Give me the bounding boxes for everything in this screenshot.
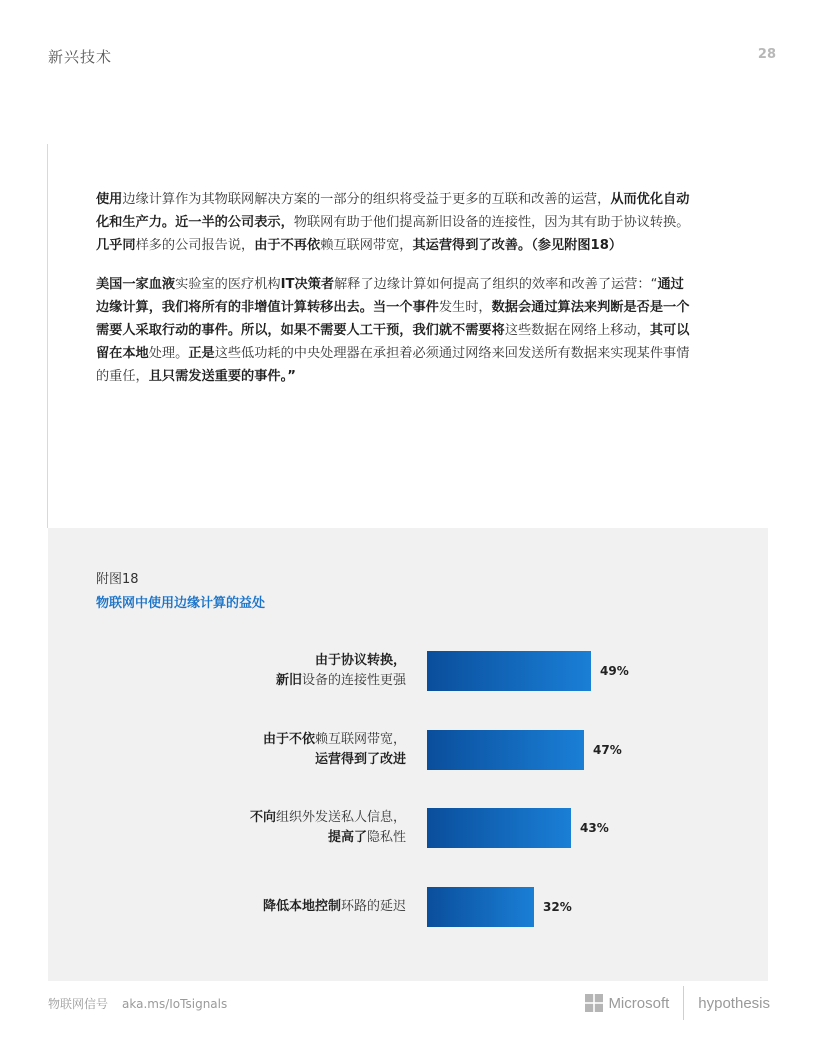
bar-label-line2-rest: 隐私性 <box>366 830 406 845</box>
p1-s3: 从而优化自动化和生产力。近一半的公司表示， <box>96 192 690 230</box>
p1-s1: 使用 <box>96 192 123 207</box>
footer-label: 物联网信号 <box>48 997 109 1011</box>
bar-row <box>48 730 768 770</box>
p2-s11: 正是 <box>188 346 215 361</box>
p1-s7: 由于不再依 <box>254 238 321 253</box>
bar-label-line1-bold: 降低本地控制 <box>262 899 341 914</box>
p1-s6: 样多的公司报告说， <box>135 238 255 253</box>
bar-value-label: 32% <box>543 900 572 914</box>
p1-s4: 物联网有助于他们提高新旧设备的连接性，因为其有助于协议转换。 <box>293 215 690 230</box>
footer-right <box>585 986 770 1020</box>
bar-label <box>250 808 406 848</box>
figure-title: 物联网中使用边缘计算的益处 <box>96 596 266 611</box>
p2-s13: 且只需发送重要的事件。” <box>148 369 296 384</box>
p2-s12: 这些低功耗的中央处理器在承担着必须通过网络来回发送所有数据来实现某件事情的重任， <box>96 346 690 384</box>
microsoft-squares-icon <box>585 994 603 1012</box>
bar-row <box>48 887 768 927</box>
bar-label <box>263 730 406 770</box>
p1-s8: 赖互联网带宽， <box>320 238 413 253</box>
p2-s3: IT决策者 <box>280 277 335 292</box>
bar-label-line1-bold: 由于协议转换， <box>314 653 406 668</box>
bar <box>427 887 534 927</box>
bar-label <box>263 897 406 917</box>
p1-s2: 边缘计算作为其物联网解决方案的一部分的组织将受益于更多的互联和改善的运营， <box>122 192 611 207</box>
p2-s7: 数据会通过算法来判断是否是一个需要人采取行动的事件。所以，如果不需要人工干预，我们就不需要将 <box>96 300 690 338</box>
bar-label-line2-bold: 新旧 <box>275 673 302 688</box>
bar-label <box>276 651 406 691</box>
bar-label-line2-rest: 设备的连接性更强 <box>301 673 406 688</box>
paragraph-1 <box>96 188 696 257</box>
footer-url[interactable]: aka.ms/IoTsignals <box>122 997 228 1011</box>
p2-s10: 处理。 <box>148 346 189 361</box>
p2-s8: 这些数据在网络上移动， <box>504 323 650 338</box>
p2-s1: 美国一家血液 <box>96 277 176 292</box>
bar-label-line1-rest: 环路的延迟 <box>340 899 406 914</box>
p2-s5: 通过边缘计算，我们将所有的非增值计算转移出去。当一个事件 <box>96 277 684 315</box>
page-number: 28 <box>757 47 776 62</box>
bar-label-line1-rest: 赖互联网带宽， <box>314 732 406 747</box>
bar <box>427 730 584 770</box>
p1-s5: 几乎同 <box>96 238 136 253</box>
footer-divider <box>683 986 684 1020</box>
footer-left <box>48 995 227 1012</box>
bar <box>427 651 591 691</box>
bar-label-line1-bold: 由于不依 <box>262 732 315 747</box>
figure-label: 附图18 <box>96 572 139 587</box>
p2-s9: 其可以留在本地 <box>96 323 690 361</box>
p2-s6: 发生时， <box>438 300 492 315</box>
bar-label-line2-bold: 提高了 <box>327 830 367 845</box>
chart-panel <box>48 528 768 981</box>
bar-row <box>48 651 768 691</box>
body-text <box>96 188 696 404</box>
microsoft-logo <box>585 994 669 1012</box>
header-title: 新兴技术 <box>48 48 113 66</box>
bar-value-label: 49% <box>600 664 629 678</box>
bar-row <box>48 808 768 848</box>
p2-s4: 解释了边缘计算如何提高了组织的效率和改善了运营：“ <box>334 277 658 292</box>
bar-label-line2-bold: 运营得到了改进 <box>314 752 406 767</box>
bar-label-line1-bold: 不向 <box>249 810 276 825</box>
bar <box>427 808 571 848</box>
p2-s2: 实验室的医疗机构 <box>175 277 281 292</box>
hypothesis-logo: hypothesis <box>698 994 770 1012</box>
left-rule <box>47 144 48 528</box>
paragraph-2 <box>96 273 696 388</box>
microsoft-text: Microsoft <box>608 994 670 1012</box>
p1-s9: 其运营得到了改善。（参见附图18） <box>412 238 623 253</box>
bar-value-label: 43% <box>580 821 609 835</box>
bar-value-label: 47% <box>593 743 622 757</box>
bar-label-line1-rest: 组织外发送私人信息， <box>275 810 406 825</box>
